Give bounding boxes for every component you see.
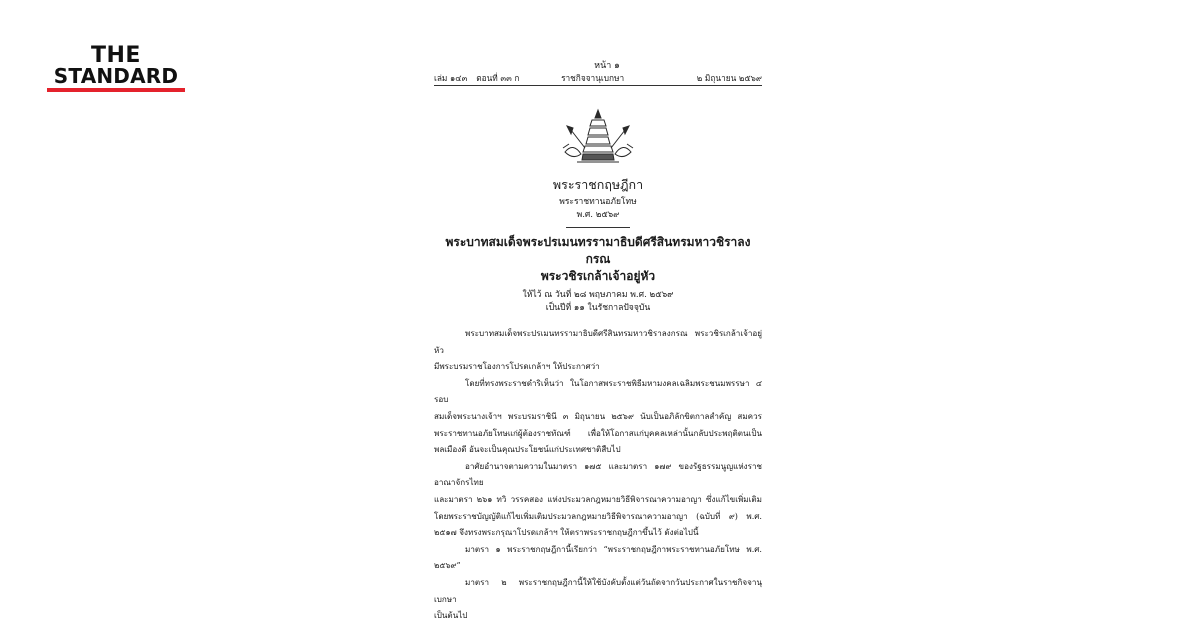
- section-2: มาตรา ๒ พระราชกฤษฎีกานี้ให้ใช้บังคับตั้งแต่วันถัดจากวันประกาศในราชกิจจานุเบกษา: [434, 576, 762, 604]
- section-label: ตอนที่ ๓๓ ก: [476, 73, 520, 83]
- page-number: หน้า ๑: [594, 61, 620, 71]
- paragraph-3-continued: และมาตรา ๒๖๑ ทวิ วรรคสอง แห่งประมวลกฎหมายวิธีพิจารณาความอาญา ซึ่งแก้ไขเพิ่มเติม โดยพระราชบัญญัติแก้ไขเพิ่มเติมประมวลกฎหมายวิธีพิจารณาความอาญา (ฉบับที่ ๙) พ.ศ. ๒๕๑๗ จึงทรงพระกรุณาโปรดเกล้าฯ ให้ตราพระราชกฤษฎีกาขึ้นไว้ ดังต่อไปนี้: [434, 493, 762, 538]
- decree-body: [434, 325, 762, 624]
- decree-title: พระราชกฤษฎีกา: [552, 177, 644, 192]
- gazette-document: [434, 60, 762, 624]
- logo-red-bar: [47, 88, 185, 92]
- decree-year: พ.ศ. ๒๕๖๙: [576, 210, 620, 220]
- section-2-continued: เป็นต้นไป: [434, 610, 468, 621]
- given-date: ให้ไว้ ณ วันที่ ๒๘ พฤษภาคม พ.ศ. ๒๕๖๙: [522, 290, 674, 300]
- paragraph-2: โดยที่ทรงพระราชดำริเห็นว่า ในโอกาสพระราชพิธีมหามงคลเฉลิมพระชนมพรรษา ๔ รอบ: [434, 377, 762, 405]
- royal-emblem-icon: [559, 108, 637, 168]
- section-1: มาตรา ๑ พระราชกฤษฎีกานี้เรียกว่า “พระราชกฤษฎีกาพระราชทานอภัยโทษ พ.ศ. ๒๕๖๙”: [434, 543, 762, 571]
- volume-label: เล่ม ๑๔๓: [434, 73, 468, 83]
- the-standard-logo[interactable]: [47, 43, 185, 92]
- king-title-line-2: พระวชิรเกล้าเจ้าอยู่หัว: [540, 269, 656, 283]
- paragraph-1: พระบาทสมเด็จพระปรเมนทรรามาธิบดีศรีสินทรมหาวชิราลงกรณ พระวชิรเกล้าเจ้าอยู่หัว: [434, 328, 762, 355]
- reign-year: เป็นปีที่ ๑๑ ในรัชกาลปัจจุบัน: [545, 303, 651, 313]
- paragraph-1-continued: มีพระบรมราชโองการโปรดเกล้าฯ ให้ประกาศว่า: [434, 361, 600, 372]
- decree-subtitle: พระราชทานอภัยโทษ: [559, 197, 637, 207]
- paragraph-3: อาศัยอำนาจตามความในมาตรา ๑๗๕ และมาตรา ๑๗๙ ของรัฐธรรมนูญแห่งราชอาณาจักรไทย: [434, 460, 762, 488]
- logo-line-1: THE: [91, 43, 141, 68]
- gazette-date: ๒ มิถุนายน ๒๕๖๙: [696, 73, 762, 83]
- paragraph-2-continued: สมเด็จพระนางเจ้าฯ พระบรมราชินี ๓ มิถุนายน ๒๕๖๙ นับเป็นอภิลักขิตกาลสำคัญ สมควร พระราชทานอภัยโทษแก่ผู้ต้องราชทัณฑ์ เพื่อให้โอกาสแก่บุคคลเหล่านั้นกลับประพฤติตนเป็นพลเมืองดี อันจะเป็นคุณประโยชน์แก่ประเทศชาติสืบไป: [434, 410, 762, 455]
- logo-line-2: STANDARD: [53, 64, 179, 88]
- gazette-header: [434, 72, 762, 86]
- divider: [566, 227, 630, 228]
- volume-section: [434, 72, 528, 84]
- gazette-name: ราชกิจจานุเบกษา: [561, 73, 625, 83]
- king-title-line-1: พระบาทสมเด็จพระปรเมนทรรามาธิบดีศรีสินทรมหาวชิราลงกรณ: [445, 235, 751, 266]
